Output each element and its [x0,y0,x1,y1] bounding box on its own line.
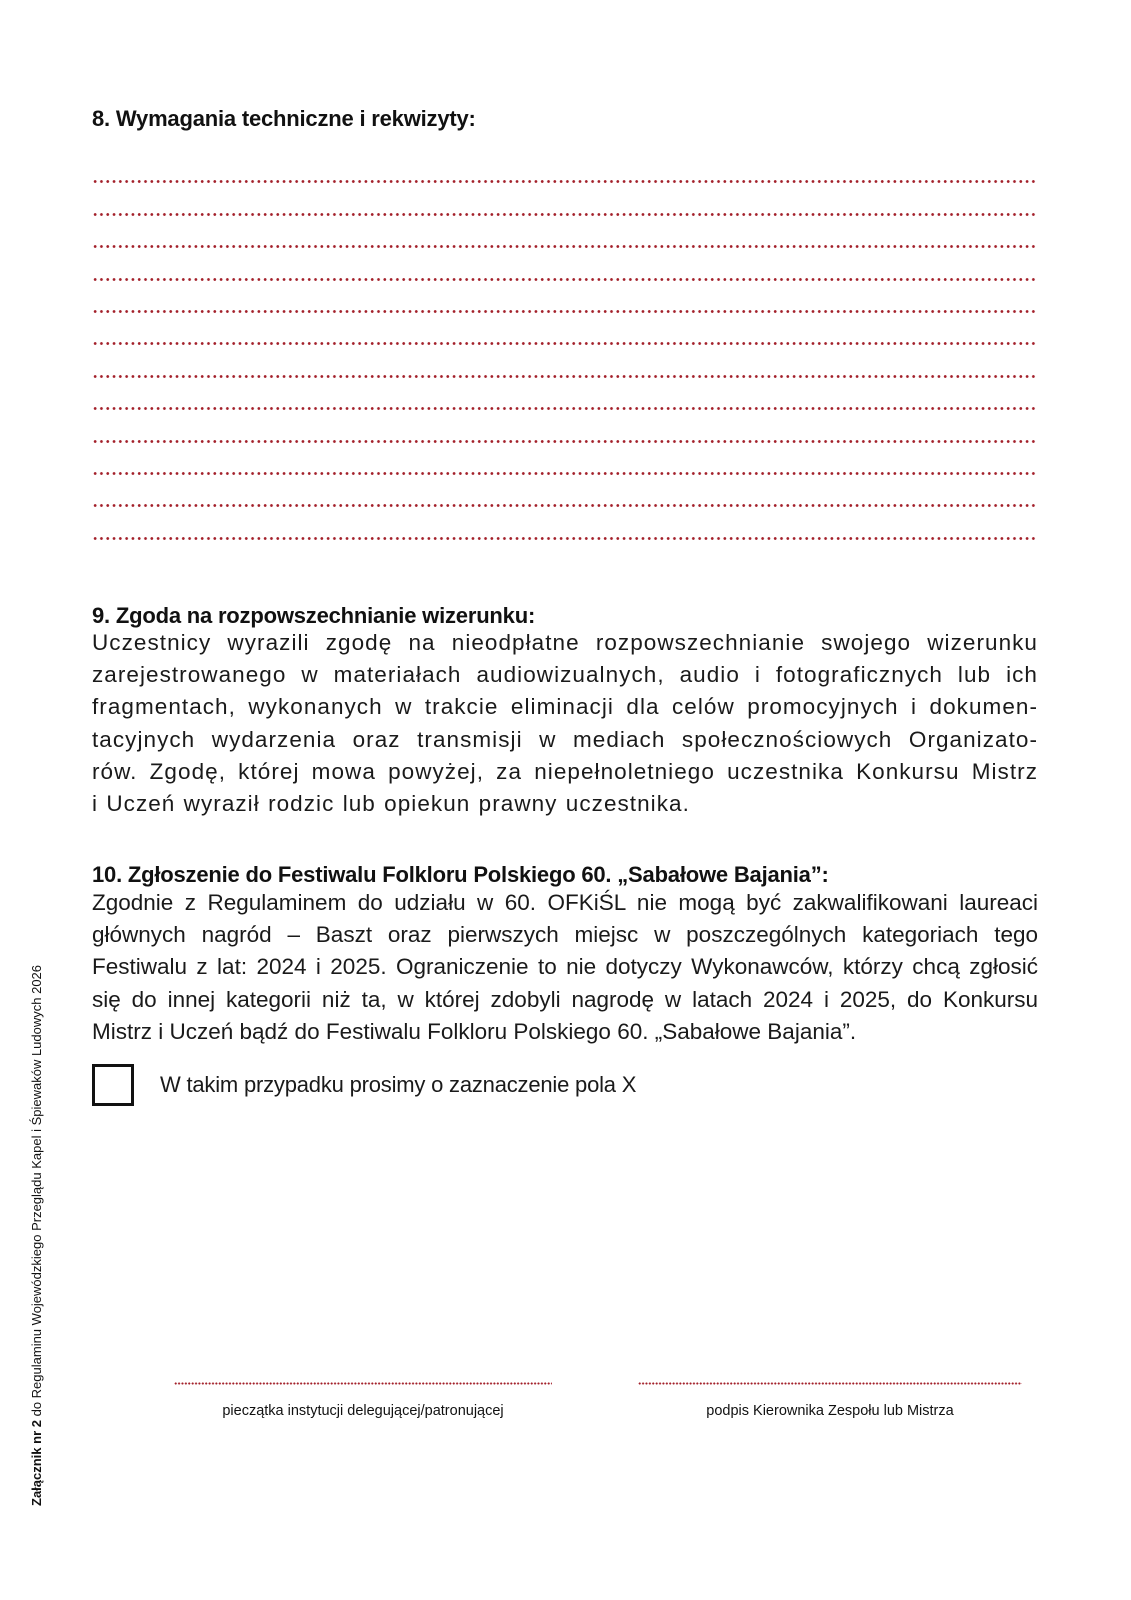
fill-line[interactable] [92,164,1038,196]
paragraph-line: Mistrz i Uczeń bądź do Festiwalu Folkloru Polskiego 60. „Sabałowe Bajania”. [92,1018,857,1044]
festival-checkbox[interactable] [92,1064,134,1106]
stamp-signature-block [174,1376,552,1419]
fill-line[interactable] [92,261,1038,293]
paragraph-line: się do innej kategorii niż ta, w której zdobyli nagrodę w latach 2024 i 2025, do Konkursu [92,986,1038,1012]
section-8-heading: 8. Wymagania techniczne i rekwizyty: [92,106,476,131]
fill-line[interactable] [92,326,1038,358]
fill-line[interactable] [92,391,1038,423]
paragraph-line: rów. Zgodę, której mowa powyżej, za niepełnoletniego uczestnika Konkursu Mistrz [92,758,1038,784]
fill-line[interactable] [92,456,1038,488]
fill-line[interactable] [92,423,1038,455]
festival-application-paragraph [92,887,1038,1048]
fill-line[interactable] [92,488,1038,520]
signature-label: podpis Kierownika Zespołu lub Mistrza [706,1403,954,1419]
fill-line[interactable] [92,229,1038,261]
stamp-label: pieczątka instytucji delegującej/patronującej [222,1403,504,1419]
leader-signature-block [638,1376,1022,1419]
image-consent-paragraph [92,627,1038,820]
section-10-heading: 10. Zgłoszenie do Festiwalu Folkloru Polskiego 60. „Sabałowe Bajania”: [92,862,829,887]
fill-line[interactable] [92,196,1038,228]
paragraph-line: i Uczeń wyraził rodzic lub opiekun prawny uczestnika. [92,791,690,817]
paragraph-line: głównych nagród – Baszt oraz pierwszych miejsc w poszczególnych kategoriach tego [92,922,1038,948]
attachment-description: do Regulaminu Wojewódzkiego Przeglądu Kapel i Śpiewaków Ludowych 2026 [29,964,44,1421]
festival-checkbox-row [92,1064,636,1106]
attachment-side-note [28,924,46,1506]
section-9-heading: 9. Zgoda na rozpowszechnianie wizerunku: [92,603,536,628]
paragraph-line: Festiwalu z lat: 2024 i 2025. Ograniczenie to nie dotyczy Wykonawców, którzy chcą zgłosić [92,954,1038,980]
festival-checkbox-label: W takim przypadku prosimy o zaznaczenie pola X [160,1072,637,1097]
technical-requirements-fill-lines[interactable] [92,164,1038,553]
fill-line[interactable] [92,520,1038,552]
paragraph-line: Uczestnicy wyrazili zgodę na nieodpłatne rozpowszechnianie swojego wizerunku [92,630,1038,655]
fill-line[interactable] [92,358,1038,390]
paragraph-line: fragmentach, wykonanych w trakcie eliminacji dla celów promocyjnych i dokumen- [92,694,1038,720]
attachment-number: Załącznik nr 2 [29,1420,44,1506]
fill-line[interactable] [92,294,1038,326]
paragraph-line: Zgodnie z Regulaminem do udziału w 60. OFKiŚL nie mogą być zakwalifikowani laureaci [92,890,1038,915]
paragraph-line: tacyjnych wydarzenia oraz transmisji w mediach społecznościowych Organizato- [92,726,1038,752]
paragraph-line: zarejestrowanego w materiałach audiowizualnych, audio i fotograficznych lub ich [92,662,1038,688]
stamp-fill-line[interactable] [174,1382,552,1385]
signature-fill-line[interactable] [638,1382,1022,1385]
